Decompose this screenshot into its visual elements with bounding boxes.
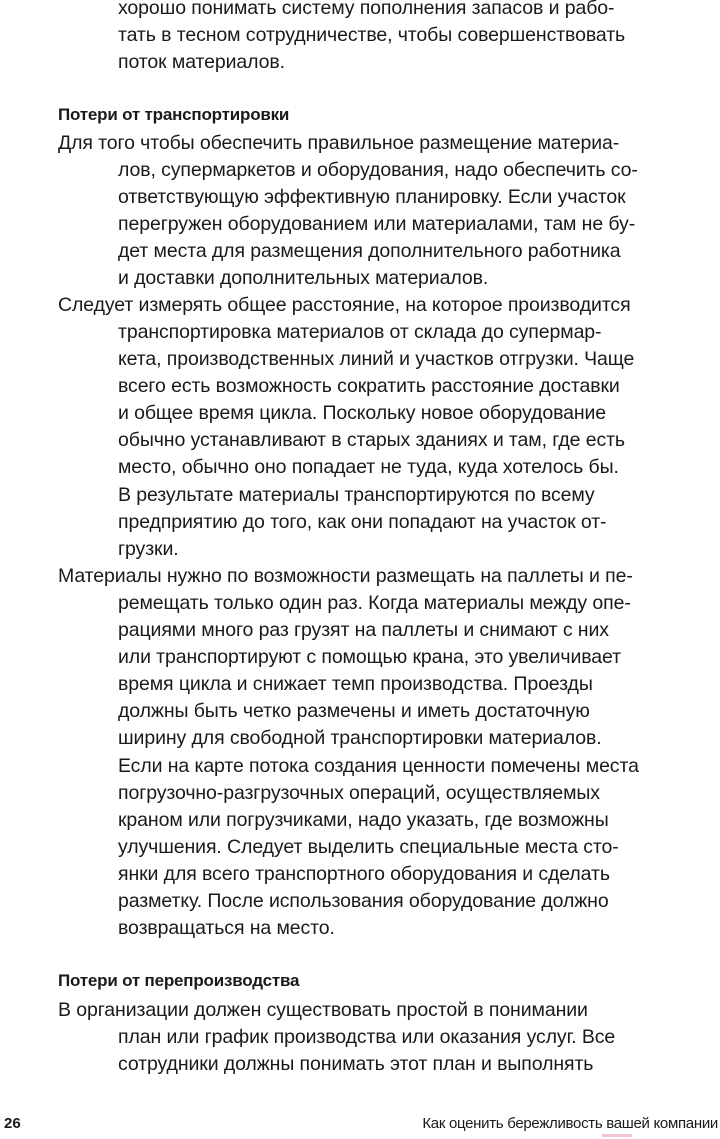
body-line: улучшения. Следует выделить специальные места сто- <box>118 836 619 858</box>
page-number: 26 <box>4 1115 21 1132</box>
body-line: должны быть четко размечены и иметь достаточную <box>118 700 590 722</box>
body-line: Материалы нужно по возможности размещать на паллеты и пе- <box>58 565 633 587</box>
body-line: и доставки дополнительных материалов. <box>118 267 489 289</box>
body-line: сотрудники должны понимать этот план и выполнять <box>118 1053 594 1075</box>
body-line: ширину для свободной транспортировки материалов. <box>118 727 602 749</box>
section-heading: Потери от транспортировки <box>58 105 290 124</box>
body-line: обычно устанавливают в старых зданиях и там, где есть <box>118 429 625 451</box>
body-line: поток материалов. <box>118 51 285 73</box>
body-line: предприятию до того, как они попадают на участок от- <box>118 511 607 533</box>
body-line: краном или погрузчиками, надо указать, где возможны <box>118 809 609 831</box>
body-line: тать в тесном сотрудничестве, чтобы совершенствовать <box>118 24 626 46</box>
body-line: всего есть возможность сократить расстояние доставки <box>118 375 620 397</box>
body-line: возвращаться на место. <box>118 917 335 939</box>
body-line: грузки. <box>118 538 179 560</box>
body-line: и общее время цикла. Поскольку новое оборудование <box>118 402 607 424</box>
body-line: Для того чтобы обеспечить правильное размещение материа- <box>58 132 620 154</box>
body-line: ответствующую эффективную планировку. Если участок <box>118 186 626 208</box>
body-line: янки для всего транспортного оборудования и сделать <box>118 863 610 885</box>
body-line: перегружен оборудованием или материалами, там не бу- <box>118 213 636 235</box>
body-line: В результате материалы транспортируются по всему <box>118 484 595 506</box>
section-heading: Потери от перепроизводства <box>58 971 300 990</box>
body-line: В организации должен существовать простой в понимании <box>58 999 588 1021</box>
body-line: погрузочно-разгрузочных операций, осуществляемых <box>118 782 600 804</box>
body-line: транспортировка материалов от склада до супермар- <box>118 321 602 343</box>
body-line: план или график производства или оказания услуг. Все <box>118 1026 616 1048</box>
body-line: время цикла и снижает темп производства. Проезды <box>118 673 593 695</box>
body-line: ремещать только один раз. Когда материалы между опе- <box>118 592 631 614</box>
body-line: лов, супермаркетов и оборудования, надо обеспечить со- <box>118 159 638 181</box>
body-line: кета, производственных линий и участков отгрузки. Чаще <box>118 348 635 370</box>
body-line: рациями много раз грузят на паллеты и снимают с них <box>118 619 609 641</box>
body-line: хорошо понимать систему пополнения запасов и рабо- <box>118 0 615 19</box>
body-line: Следует измерять общее расстояние, на которое производится <box>58 294 631 316</box>
body-line: Если на карте потока создания ценности помечены места <box>118 755 639 777</box>
body-line: разметку. После использования оборудование должно <box>118 890 609 912</box>
body-line: или транспортируют с помощью крана, это увеличивает <box>118 646 621 668</box>
body-line: место, обычно оно попадает не туда, куда хотелось бы. <box>118 456 619 478</box>
running-footer-title: Как оценить бережливость вашей компании <box>422 1115 718 1132</box>
body-line: дет места для размещения дополнительного работника <box>118 240 621 262</box>
footer-mark <box>602 1134 632 1137</box>
